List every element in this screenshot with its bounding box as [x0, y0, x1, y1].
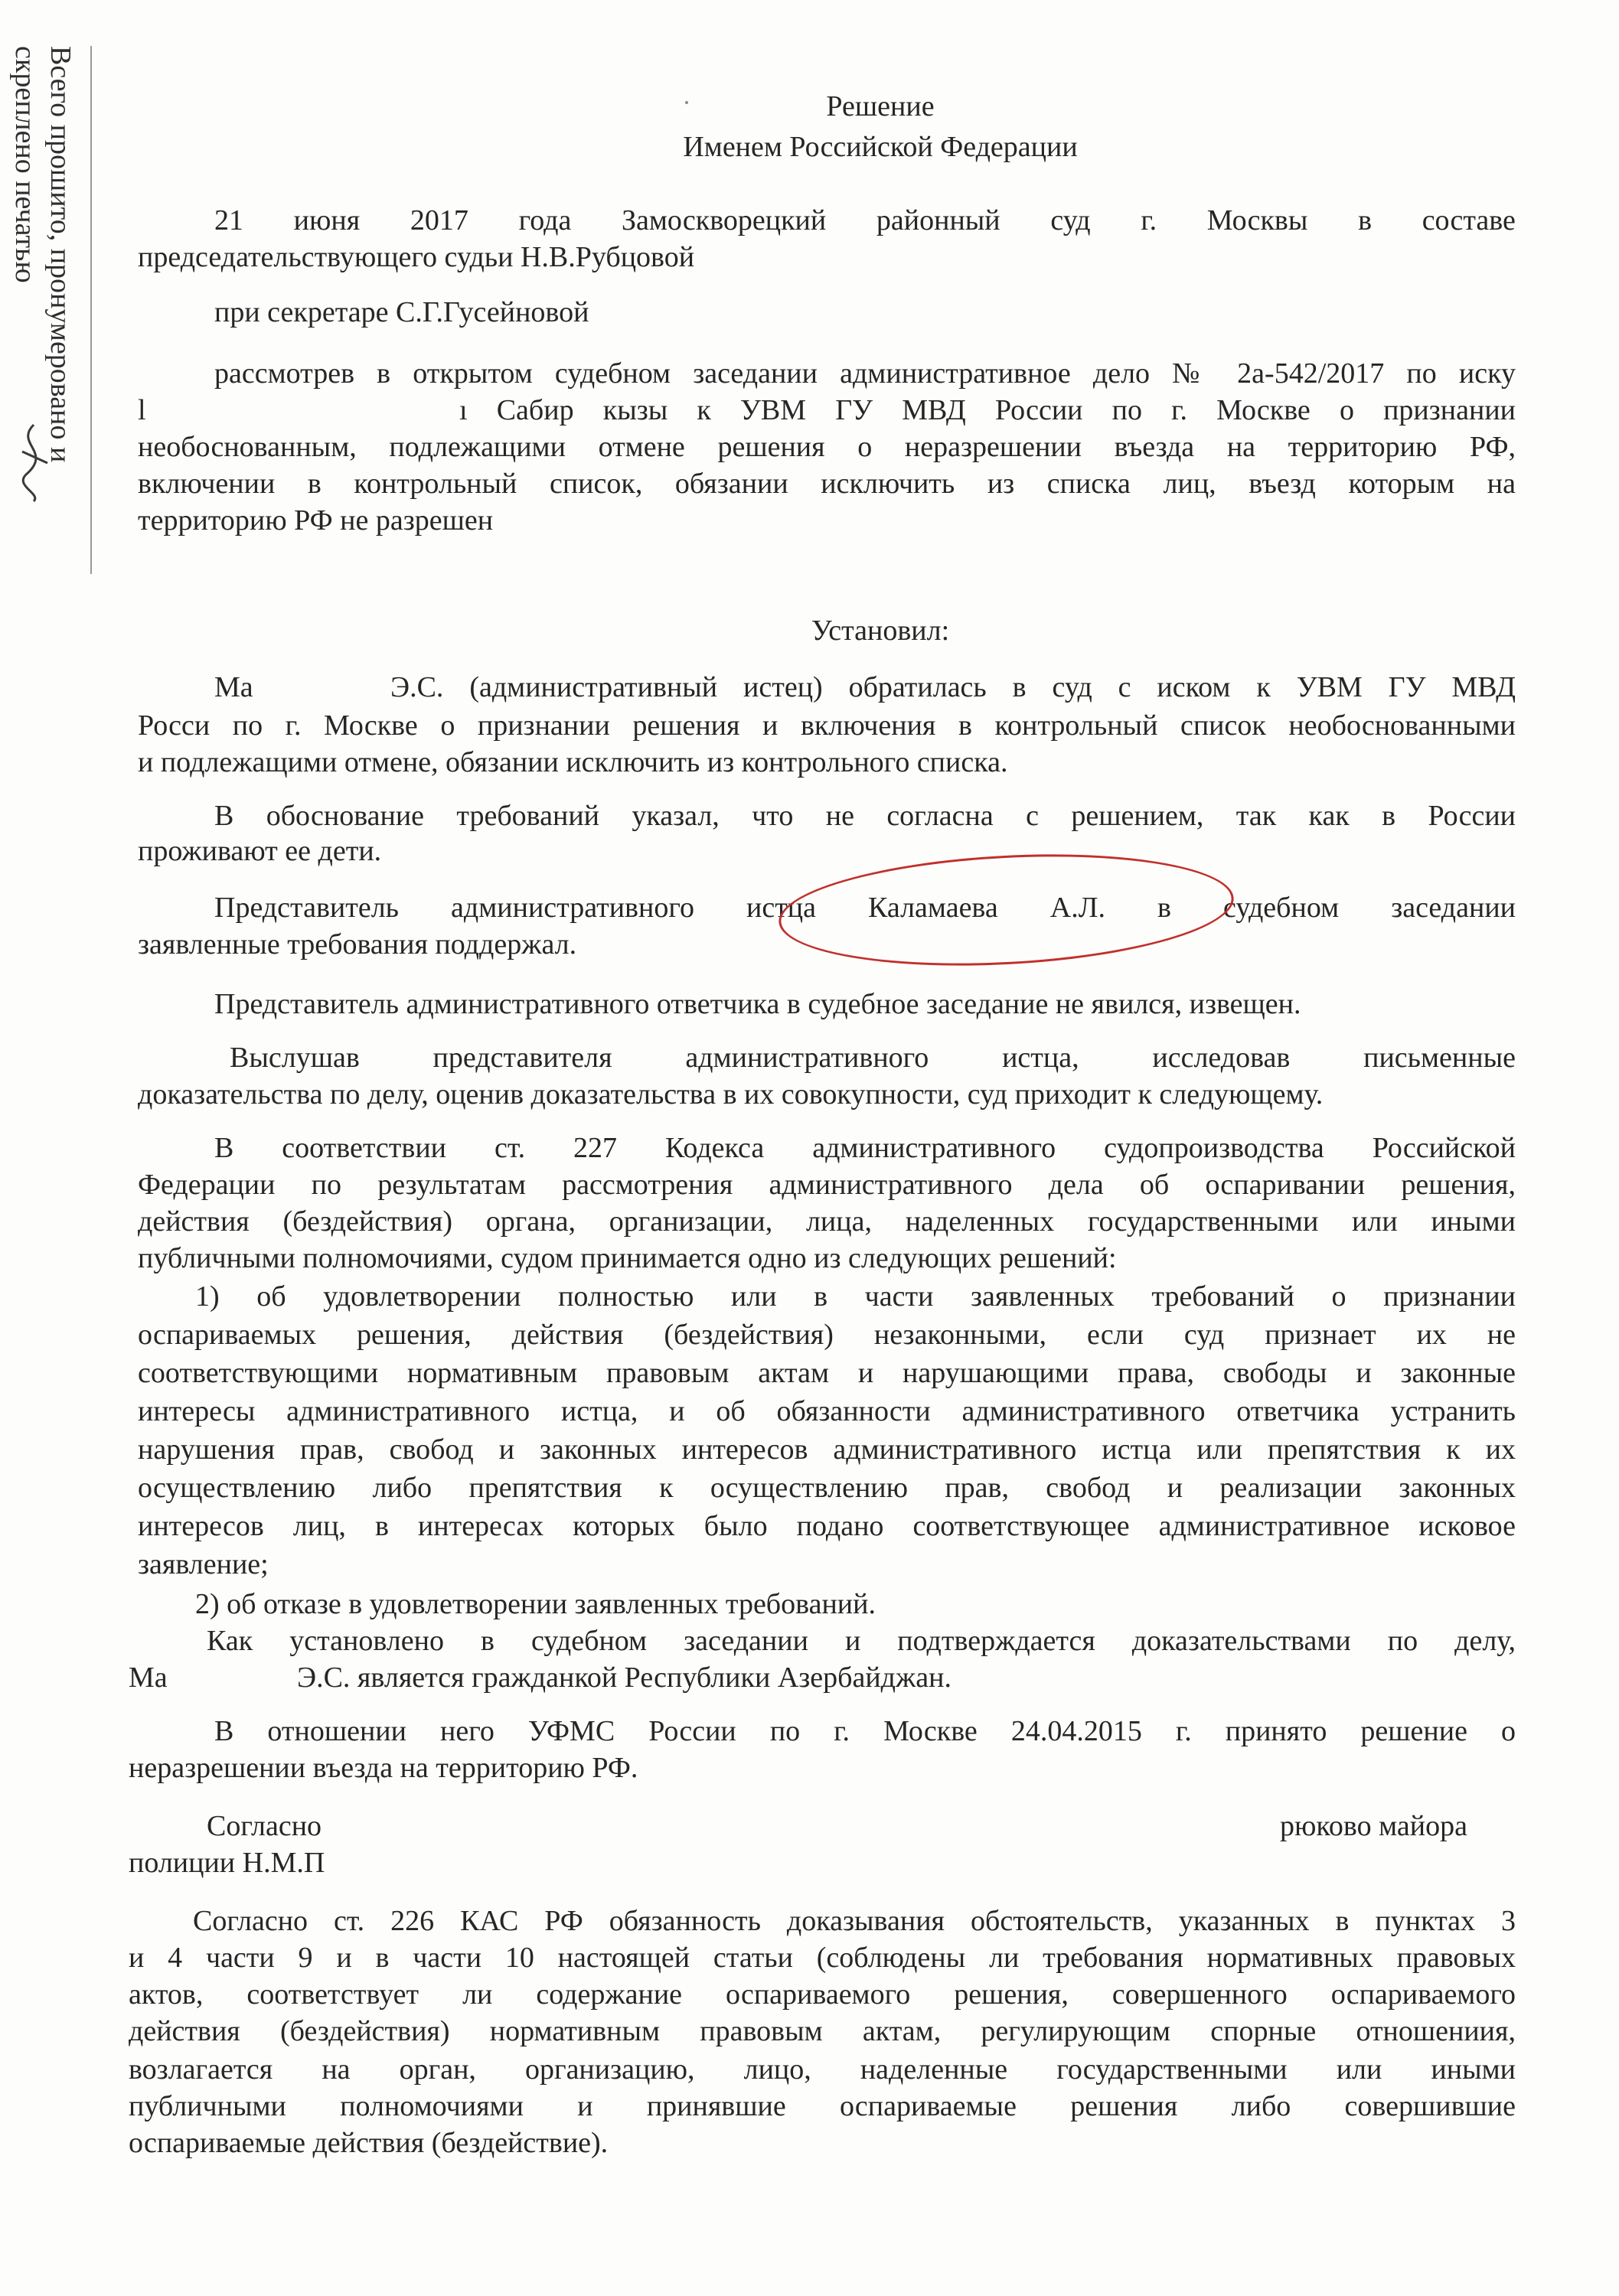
p2-line-2: проживают ее дети. — [138, 835, 382, 867]
p6-line-12: заявление; — [138, 1548, 269, 1580]
p3-line-1: Представитель административного истца Каламаева А.Л. в судебном заседании — [214, 892, 1516, 924]
intro-word: 2017 — [410, 204, 468, 236]
margin-divider — [90, 46, 92, 574]
p6-line-2: Федерации по результатам рассмотрения административного дела об оспаривании решения, — [138, 1169, 1516, 1201]
case-line-5: территорию РФ не разрешен — [138, 504, 494, 536]
red-circle-annotation — [776, 844, 1237, 977]
p6-line-13: 2) об отказе в удовлетворении заявленных требований. — [195, 1588, 876, 1620]
intro-word: Москвы — [1206, 204, 1308, 236]
secretary-line: при секретаре С.Г.Гусейновой — [214, 296, 589, 328]
case-line-4: включении в контрольный список, обязании исключить из списка лиц, въезд которым на — [138, 468, 1516, 500]
p9-line-2: полиции Н.М.П — [129, 1847, 325, 1879]
intro-word: 21 — [214, 204, 243, 236]
intro-word: суд — [1050, 204, 1091, 236]
margin-stamp — [0, 23, 100, 559]
case-line-2: ı Сабир кызы к УВМ ГУ МВД России по г. Москве о признании — [459, 394, 1516, 426]
case-name-redacted: l — [138, 394, 146, 426]
p10-line-4: действия (бездействия) нормативным правовым актам, регулирующим спорные отношениия, — [129, 2015, 1516, 2047]
intro-word: Замоскворецкий — [621, 204, 827, 236]
p6-line-1: В соответствии ст. 227 Кодекса административного судопроизводства Российской — [214, 1132, 1516, 1164]
case-line-3: необоснованным, подлежащими отмене решения о неразрешении въезда на территорию РФ, — [138, 431, 1516, 463]
intro-word: года — [518, 204, 572, 236]
p1-line-1: Э.С. (административный истец) обратилась в суд с иском к УВМ ГУ МВД — [390, 671, 1516, 703]
p6-line-9: нарушения прав, свобод и законных интересов административного истца или препятствия к их — [138, 1433, 1516, 1466]
p3-line-2: заявленные требования поддержал. — [138, 928, 577, 960]
p5-line-2: доказательства по делу, оценив доказательства в их совокупности, суд приходит к следующему. — [138, 1078, 1324, 1110]
p10-line-5: возлагается на орган, организацию, лицо, наделенные государственными или иными — [129, 2053, 1516, 2086]
p10-line-7: оспариваемые действия (бездействие). — [129, 2127, 609, 2159]
intro-word: составе — [1422, 204, 1516, 236]
p6-line-8: интересы административного истца, и об обязанности административного ответчика устранить — [138, 1395, 1516, 1427]
p1-line-2: Росси по г. Москве о признании решения и включения в контрольный список необоснованными — [138, 709, 1516, 742]
p8-line-1: В отношении него УФМС России по г. Москве 24.04.2015 г. принято решение о — [214, 1715, 1516, 1747]
intro-line-1 — [214, 204, 1516, 237]
p6-line-3: действия (бездействия) органа, организации, лица, наделенных государственными или иными — [138, 1205, 1516, 1238]
p6-line-11: интересов лиц, в интересах которых было подано соответствующее административное исковое — [138, 1510, 1516, 1542]
p9-line-1-end: рюково майора — [1280, 1810, 1467, 1842]
intro-word: районный — [876, 204, 1000, 236]
p6-line-7: соответствующими нормативным правовым актам и нарушающими права, свободы и законные — [138, 1357, 1516, 1389]
p10-line-6: публичными полномочиями и принявшие оспариваемые решения либо совершившие — [129, 2090, 1516, 2122]
p8-line-2: неразрешении въезда на территорию РФ. — [129, 1752, 638, 1784]
p6-line-4: публичными полномочиями, судом принимается одно из следующих решений: — [138, 1242, 1117, 1274]
p6-line-6: оспариваемых решения, действия (бездействия) незаконными, если суд признает их не — [138, 1319, 1516, 1351]
claimant-name-redacted: Ма — [214, 671, 253, 703]
document-title: Решение — [826, 90, 935, 122]
p6-line-10: осуществлению либо препятствия к осуществлению прав, свобод и реализации законных — [138, 1472, 1516, 1504]
p6-line-5: 1) об удовлетворении полностью или в части заявленных требований о признании — [195, 1280, 1516, 1313]
p7-line-2: Э.С. является гражданкой Республики Азербайджан. — [297, 1662, 951, 1694]
intro-word: июня — [293, 204, 361, 236]
p10-line-3: актов, соответствует ли содержание оспариваемого решения, совершенного оспариваемого — [129, 1978, 1516, 2011]
margin-stamp-line-2: скреплено печатью — [9, 46, 41, 283]
case-line-1: рассмотрев в открытом судебном заседании административное дело № 2а-542/2017 по иску — [214, 357, 1516, 390]
p10-line-1: Согласно ст. 226 КАС РФ обязанность доказывания обстоятельств, указанных в пунктах 3 — [193, 1905, 1516, 1937]
document-subtitle: Именем Российской Федерации — [683, 131, 1078, 163]
p2-line-1: В обоснование требований указал, что не согласна с решением, так как в России — [214, 800, 1516, 832]
intro-word: г. — [1141, 204, 1157, 236]
p5-line-1: Выслушав представителя административного истца, исследовав письменные — [230, 1042, 1516, 1074]
citizen-name-redacted: Ма — [129, 1662, 168, 1694]
p4-line-1: Представитель административного ответчика в судебное заседание не явился, извещен. — [214, 988, 1301, 1020]
p10-line-2: и 4 части 9 и в части 10 настоящей статьи (соблюдены ли требования нормативных правовых — [129, 1942, 1516, 1974]
intro-line-2: председательствующего судьи Н.В.Рубцовой — [138, 241, 695, 273]
margin-stamp-line-1: Всего прошито, пронумеровано и — [44, 46, 77, 463]
signature-mark — [11, 421, 57, 505]
intro-word: в — [1358, 204, 1373, 236]
p9-line-1-start: Согласно — [207, 1810, 322, 1842]
p1-line-3: и подлежащими отмене, обязании исключить из контрольного списка. — [138, 746, 1008, 778]
section-heading-established: Установил: — [811, 615, 950, 647]
p7-line-1: Как установлено в судебном заседании и подтверждается доказательствами по делу, — [207, 1625, 1516, 1657]
